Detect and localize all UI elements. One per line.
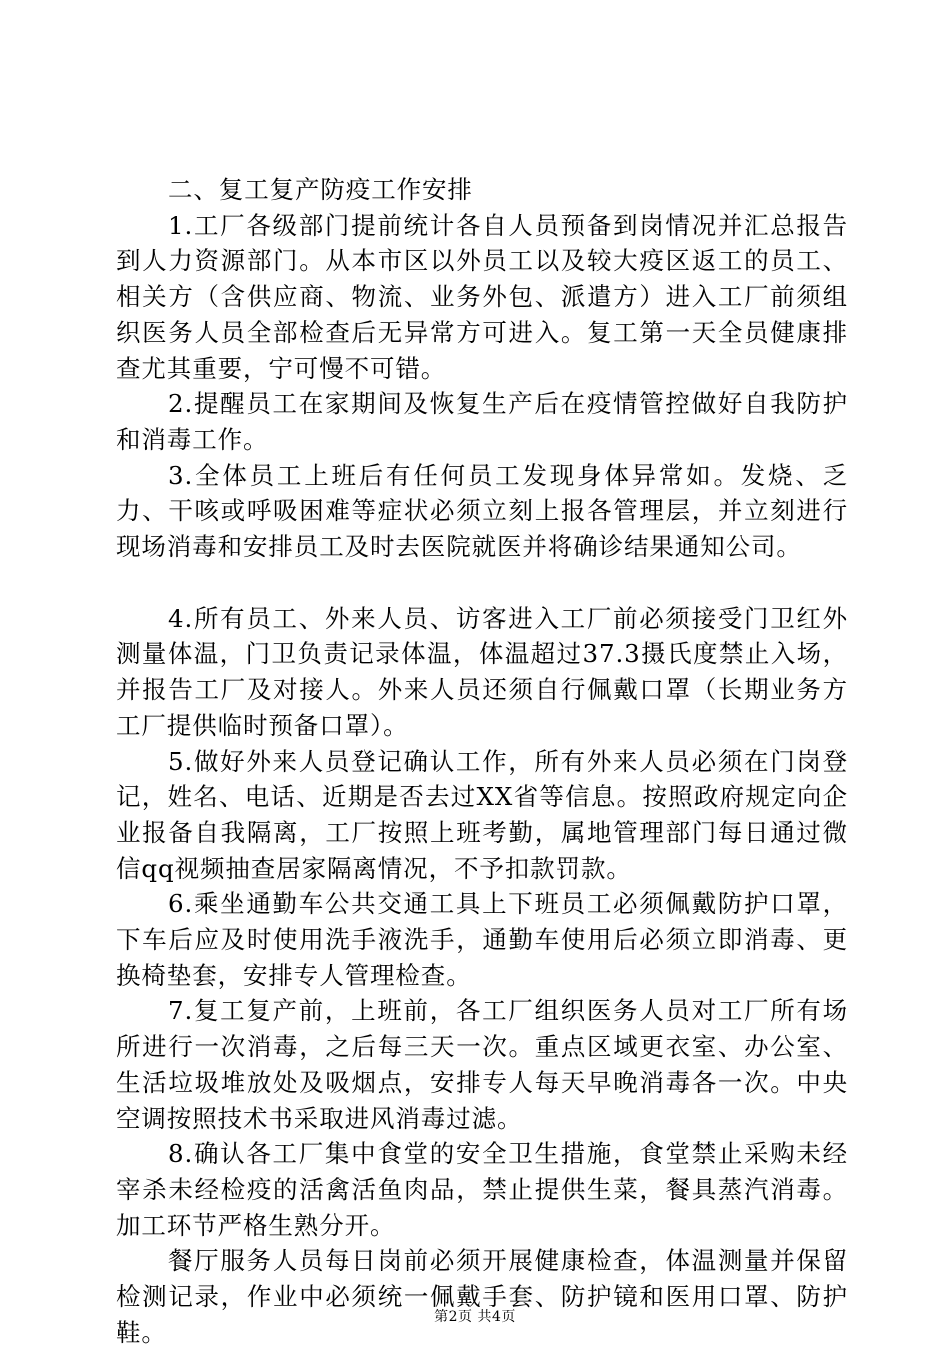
paragraph-spacer — [116, 565, 848, 601]
section-heading: 二、复工复产防疫工作安排 — [168, 175, 473, 204]
document-body — [116, 172, 848, 1351]
paragraph-item-3: 3.全体员工上班后有任何员工发现身体异常如。发烧、乏力、干咳或呼吸困难等症状必须立刻上报各管理层，并立刻进行现场消毒和安排员工及时去医院就医并将确诊结果通知公司。 — [116, 460, 848, 562]
paragraph-item-1: 1.工厂各级部门提前统计各自人员预备到岗情况并汇总报告到人力资源部门。从本市区以外员工以及较大疫区返工的员工、相关方（含供应商、物流、业务外包、派遣方）进入工厂前须组织医务人员全部检查后无异常方可进入。复工第一天全员健康排查尤其重要，宁可慢不可错。 — [116, 210, 848, 383]
paragraph-item-4: 4.所有员工、外来人员、访客进入工厂前必须接受门卫红外测量体温，门卫负责记录体温，体温超过37.3摄氏度禁止入场，并报告工厂及对接人。外来人员还须自行佩戴口罩（长期业务方工厂提供临时预备口罩）。 — [116, 603, 848, 740]
paragraph-item-5: 5.做好外来人员登记确认工作，所有外来人员必须在门岗登记，姓名、电话、近期是否去过XX省等信息。按照政府规定向企业报备自我隔离，工厂按照上班考勤，属地管理部门每日通过微信qq视频抽查居家隔离情况，不予扣款罚款。 — [116, 746, 848, 883]
page-number-footer: 第2页 共4页 — [434, 1309, 516, 1325]
paragraph-item-8: 8.确认各工厂集中食堂的安全卫生措施，食堂禁止采购未经宰杀未经检疫的活禽活鱼肉品，禁止提供生菜，餐具蒸汽消毒。加工环节严格生熟分开。 — [116, 1139, 848, 1240]
paragraph-item-7: 7.复工复产前，上班前，各工厂组织医务人员对工厂所有场所进行一次消毒，之后每三天一次。重点区域更衣室、办公室、生活垃圾堆放处及吸烟点，安排专人每天早晚消毒各一次。中央空调按照技术书采取进风消毒过滤。 — [116, 996, 848, 1133]
paragraph-canteen-staff: 餐厅服务人员每日岗前必须开展健康检查，体温测量并保留检测记录，作业中必须统一佩戴手套、防护镜和医用口罩、防护鞋。 — [116, 1246, 848, 1347]
paragraph-item-2: 2.提醒员工在家期间及恢复生产后在疫情管控做好自我防护和消毒工作。 — [116, 389, 848, 454]
paragraph-item-6: 6.乘坐通勤车公共交通工具上下班员工必须佩戴防护口罩，下车后应及时使用洗手液洗手，通勤车使用后必须立即消毒、更换椅垫套，安排专人管理检查。 — [116, 889, 848, 990]
